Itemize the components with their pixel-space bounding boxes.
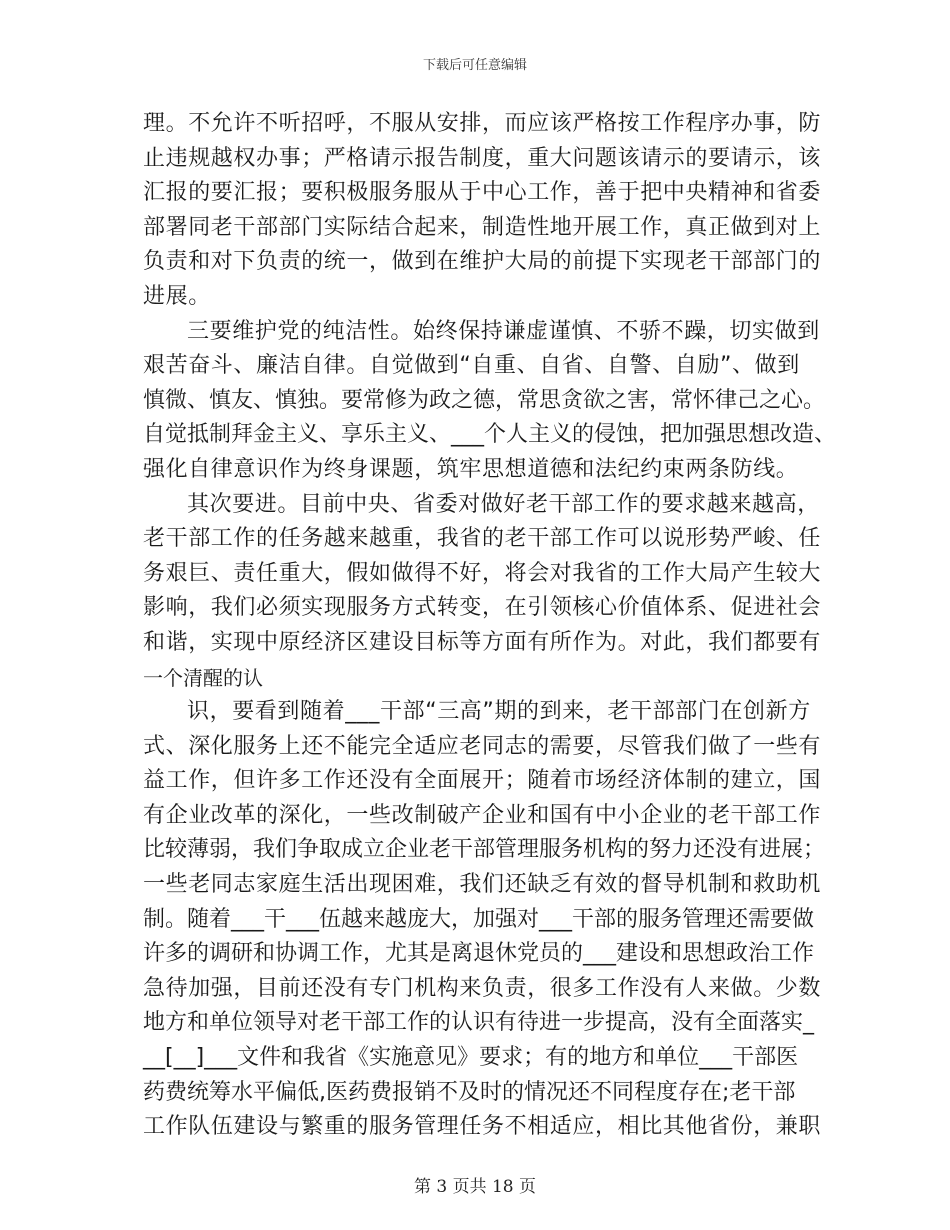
body-line: 慎微、慎友、慎独。要常修为政之德，常思贪欲之害，常怀律己之心。 <box>143 387 826 413</box>
body-line: 部署同老干部部门实际结合起来，制造性地开展工作，真正做到对上 <box>143 214 822 240</box>
body-line: 许多的调研和协调工作，尤其是离退休党员的___建设和思想政治工作 <box>143 941 815 967</box>
body-line: 比较薄弱，我们争取成立企业老干部管理服务机构的努力还没有进展； <box>143 837 826 863</box>
body-line: 式、深化服务上还不能完全适应老同志的需要，尽管我们做了一些有 <box>143 733 822 759</box>
body-line: 务艰巨、责任重大，假如做得不好，将会对我省的工作大局产生较大 <box>143 560 822 586</box>
body-line: 理。不允许不听招呼，不服从安排，而应该严格按工作程序办事，防 <box>143 111 822 136</box>
body-line: 工作队伍建设与繁重的服务管理任务不相适应，相比其他省份，兼职 <box>143 1114 822 1140</box>
body-line: __[__]___文件和我省《实施意见》要求；有的地方和单位___干部医 <box>143 1045 799 1071</box>
body-line: 地方和单位领导对老干部工作的认识有待进一步提高，没有全面落实_ <box>143 1010 815 1036</box>
body-line: 药费统筹水平偏低,医药费报销不及时的情况还不同程度存在;老干部 <box>143 1079 796 1105</box>
page-number-footer: 第 3 页共 18 页 <box>413 1177 537 1197</box>
body-line: 汇报的要汇报；要积极服务服从于中心工作，善于把中央精神和省委 <box>143 180 822 206</box>
paragraph-first-line: 其次要进。目前中央、省委对做好老干部工作的要求越来越高， <box>187 491 820 517</box>
page-header: 下载后可任意编辑 <box>422 58 527 73</box>
body-line: 一些老同志家庭生活出现困难，我们还缺乏有效的督导机制和救助机 <box>143 872 822 898</box>
body-line: 一个清醒的认 <box>143 665 263 690</box>
body-line: 老干部工作的任务越来越重，我省的老干部工作可以说形势严峻、任 <box>143 526 822 552</box>
body-line: 艰苦奋斗、廉洁自律。自觉做到“自重、自省、自警、自励”、做到 <box>143 353 800 379</box>
body-line: 影响，我们必须实现服务方式转变，在引领核心价值体系、促进社会 <box>143 595 822 621</box>
paragraph-first-line: 识，要看到随着___干部“三高”期的到来，老干部部门在创新方 <box>187 699 811 725</box>
body-line: 有企业改革的深化，一些改制破产企业和国有中小企业的老干部工作 <box>143 802 822 828</box>
body-line: 进展。 <box>143 283 211 309</box>
body-line: 强化自律意识作为终身课题，筑牢思想道德和法纪约束两条防线。 <box>143 456 799 482</box>
body-line: 制。随着___干___伍越来越庞大，加强对___干部的服务管理还需要做 <box>143 906 815 932</box>
body-line: 自觉抵制拜金主义、享乐主义、___个人主义的侵蚀，把加强思想改造、 <box>143 422 837 448</box>
document-body <box>143 107 837 1145</box>
body-line: 止违规越权办事；严格请示报告制度，重大问题该请示的要请示，该 <box>143 145 822 171</box>
body-line: 益工作，但许多工作还没有全面展开；随着市场经济体制的建立，国 <box>143 768 822 794</box>
body-line: 和谐，实现中原经济区建设目标等方面有所作为。对此，我们都要有 <box>143 629 822 655</box>
body-line: 急待加强，目前还没有专门机构来负责，很多工作没有人来做。少数 <box>143 975 822 1001</box>
paragraph-first-line: 三要维护党的纯洁性。始终保持谦虚谨慎、不骄不躁，切实做到 <box>187 318 820 344</box>
body-line: 负责和对下负责的统一，做到在维护大局的前提下实现老干部部门的 <box>143 249 822 275</box>
